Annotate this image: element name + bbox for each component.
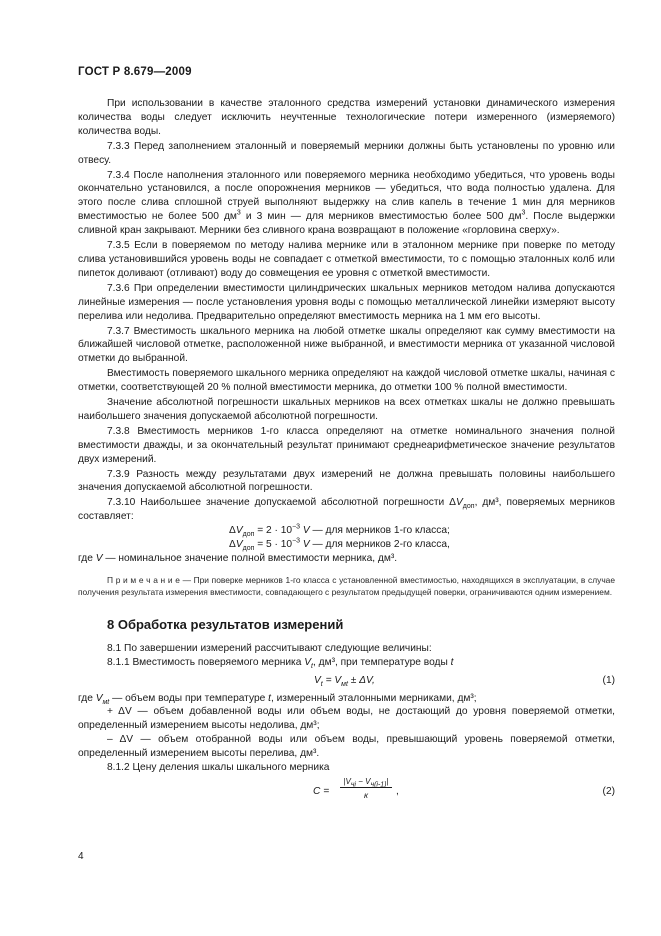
paragraph-7-3-9: 7.3.9 Разность между результатами двух измерений не должна превышать половины наибольшего значения допускаемой абсолютной погрешности. [78, 468, 615, 494]
equation-2-number: (2) [602, 785, 615, 797]
paragraph-7-3-8: 7.3.8 Вместимость мерников 1-го класса определяют на отметке номинального значения полной вместимости дважды, и за окончательный результат принимают среднеарифметическое значение результатов двух измерений. [78, 425, 615, 465]
where-clause: где V — номинальное значение полной вместимости мерника, дм³. [78, 553, 398, 564]
equation-2-comma: , [396, 785, 399, 797]
page-number: 4 [78, 851, 84, 862]
document-body [78, 97, 615, 809]
section-title: 8 Обработка результатов измерений [107, 616, 344, 632]
equation-1 [78, 670, 615, 692]
paragraph: Значение абсолютной погрешности шкальных мерников на всех отметках шкалы не должно превышать наибольшего значения допускаемой абсолютной погрешности. [78, 397, 615, 422]
definition-plus-dv: + ΔV — объем добавленной воды или объем воды, не достающий до уровня поверяемой отметки, определенный измерением высоты недолива, дм³; [78, 706, 615, 732]
equation-2-lhs: C = [313, 785, 330, 797]
paragraph-8-1: 8.1 По завершении измерений рассчитывают следующие величины: [107, 642, 432, 654]
note: П р и м е ч а н и е — При поверке мерников 1-го класса с установленной вместимостью, находящихся в эксплуатации, в случае получения результата измерения вместимости, совпадающего с результатом предыдущей поверки, ограничиваются одним измерением. [78, 574, 615, 598]
paragraph: Вместимость поверяемого шкального мерника определяют на каждой числовой отметке шкалы, начиная с отметки, соответствующей 20 % полной вместимости мерника, до отметки 100 % полной вместимости. [78, 368, 615, 394]
paragraph-7-3-7: 7.3.7 Вместимость шкального мерника на любой отметке шкалы определяют как сумму вместимости на ближайшей числовой отметке, расположенной ниже выбранной, и вместимости мерника от указанной числовой отметки до выбранной. [78, 325, 615, 365]
equation-2 [78, 775, 615, 809]
paragraph-7-3-3: 7.3.3 Перед заполнением эталонный и поверяемый мерники должны быть установлены по уровню или отвесу. [78, 140, 615, 166]
fraction-numerator: $|V_{чi} - V_{ч(i-1)}|$ [340, 777, 392, 788]
paragraph-7-3-4: 7.3.4 После наполнения эталонного или поверяемого мерника необходимо убедиться, что уровень воды окончательно установился, а после опорожнения мерников — убедиться, что вода полностью удалена. Для этого после слива сплошной струей выполняют выдержку на слив капель в течение 1 мин для мерников вместимостью не более 500 $дм^3$ и 3 мин — для мерников вместимостью более 500 $дм^3$. После выдержки сливной кран закрывают. Мерники без сливного крана возвращают в положение «горловина сверху». [78, 169, 616, 237]
paragraph-7-3-10: 7.3.10 Наибольшее значение допускаемой абсолютной погрешности $\Delta V_{доп}$, дм³, поверяемых мерников составляет: [78, 497, 615, 523]
paragraph: При использовании в качестве эталонного средства измерений установки динамического измерения количества воды следует исключить неучтенные технологические потери измеренного (измеряемого) количества воды. [78, 98, 615, 137]
equation-2-fraction [340, 777, 392, 800]
formula-class-1: $\Delta V_{доп} = 2 \cdot 10^{-3}$ V — для мерников 1-го класса; [229, 523, 450, 539]
definition-minus-dv: – ΔV — объем отобранной воды или объем воды, превышающий уровень поверяемой отметки, определенный измерением высоты перелива, дм³. [78, 734, 615, 760]
paragraph-8-1-2: 8.1.2 Цену деления шкалы шкального мерника [107, 762, 330, 774]
paragraph-8-1-1: 8.1.1 Вместимость поверяемого мерника $V_t$, дм³, при температуре воды t [107, 656, 454, 670]
formula-class-2: $\Delta V_{доп} = 5 \cdot 10^{-3}$ V — для мерников 2-го класса, [229, 537, 450, 553]
document-header: ГОСТ Р 8.679—2009 [78, 66, 192, 78]
equation-1-body: $V_t = V_{мt} \pm \Delta V$, [314, 674, 375, 688]
paragraph-7-3-6: 7.3.6 При определении вместимости цилиндрических шкальных мерников методом налива допускаются линейные измерения — после установления уровня воды с помощью металлической линейки измеряют высоту перелива или недолива. Предварительно определяют вместимость мерника на 1 мм его высоты. [78, 282, 615, 322]
paragraph-7-3-5: 7.3.5 Если в поверяемом по методу налива мернике или в эталонном мернике при поверке по методу слива установившийся уровень воды не совпадает с отметкой вместимости, то с помощью эталонных колб или пипеток доливают (отливают) воду до совмещения ее уровня с отметкой вместимости. [78, 240, 615, 279]
equation-1-number: (1) [602, 674, 615, 686]
where-clause-8: где $V_{мt}$ — объем воды при температуре t, измеренный эталонными мерниками, дм³; [78, 692, 477, 706]
fraction-denominator: к [363, 789, 369, 800]
